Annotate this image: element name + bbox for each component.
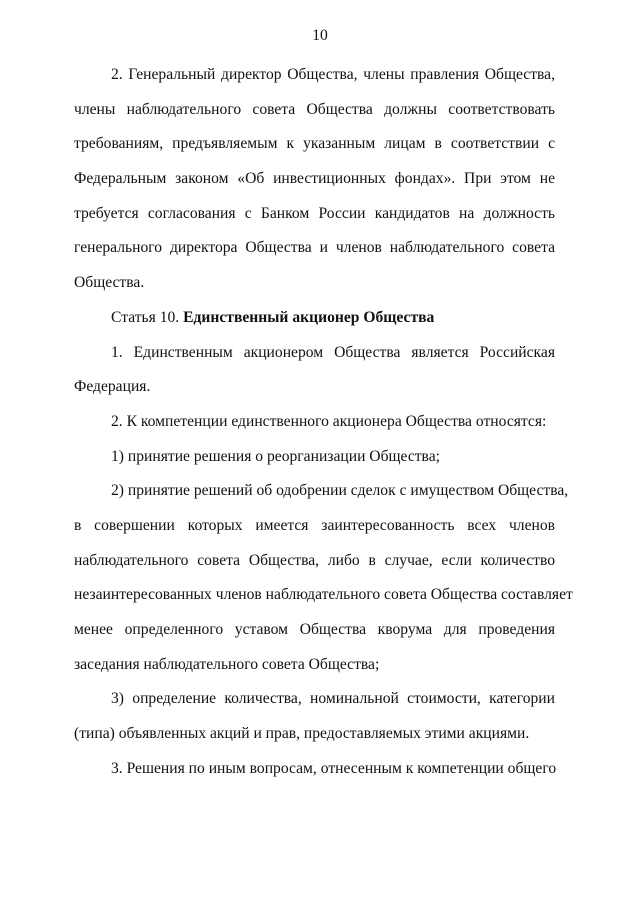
paragraph-line: (типа) объявленных акций и прав, предоставляемых этими акциями.: [74, 725, 530, 743]
article-heading: [74, 301, 555, 336]
paragraph-line: 2. Генеральный директор Общества, члены правления Общества,: [111, 66, 555, 83]
paragraph-line: 1) принятие решения о реорганизации Общества;: [111, 447, 440, 465]
paragraph-line: 2. К компетенции единственного акционера Общества относятся:: [111, 412, 547, 430]
article-title: Единственный акционер Общества: [183, 308, 435, 326]
paragraph-line: генерального директора Общества и членов наблюдательного совета: [74, 239, 555, 257]
paragraph-line: заседания наблюдательного совета Общества;: [74, 655, 380, 673]
paragraph-line: наблюдательного совета Общества, либо в случае, если количество: [74, 551, 555, 569]
paragraph-line: требованиям, предъявляемым к указанным лицам в соответствии с: [74, 135, 555, 153]
document-body: [74, 58, 573, 786]
paragraph-line: члены наблюдательного совета Общества должны соответствовать: [74, 100, 555, 118]
page-number: 10: [312, 27, 328, 44]
paragraph-line: требуется согласования с Банком России кандидатов на должность: [74, 204, 555, 222]
paragraph-line: незаинтересованных членов наблюдательного совета Общества составляет: [74, 586, 573, 604]
paragraph-line: 2) принятие решений об одобрении сделок с имуществом Общества,: [111, 482, 569, 500]
paragraph-line: Федерация.: [74, 378, 151, 396]
paragraph-line: Общества.: [74, 274, 145, 292]
paragraph-line: 3) определение количества, номинальной стоимости, категории: [111, 690, 555, 708]
paragraph-line: в совершении которых имеется заинтересованность всех членов: [74, 516, 555, 534]
paragraph-line: Федеральным законом «Об инвестиционных фондах». При этом не: [74, 170, 555, 188]
article-number: Статья 10.: [111, 308, 184, 326]
paragraph-line: 1. Единственным акционером Общества является Российская: [111, 343, 555, 361]
paragraph-line: менее определенного уставом Общества кворума для проведения: [74, 621, 555, 638]
paragraph-line: 3. Решения по иным вопросам, отнесенным к компетенции общего: [111, 759, 557, 777]
